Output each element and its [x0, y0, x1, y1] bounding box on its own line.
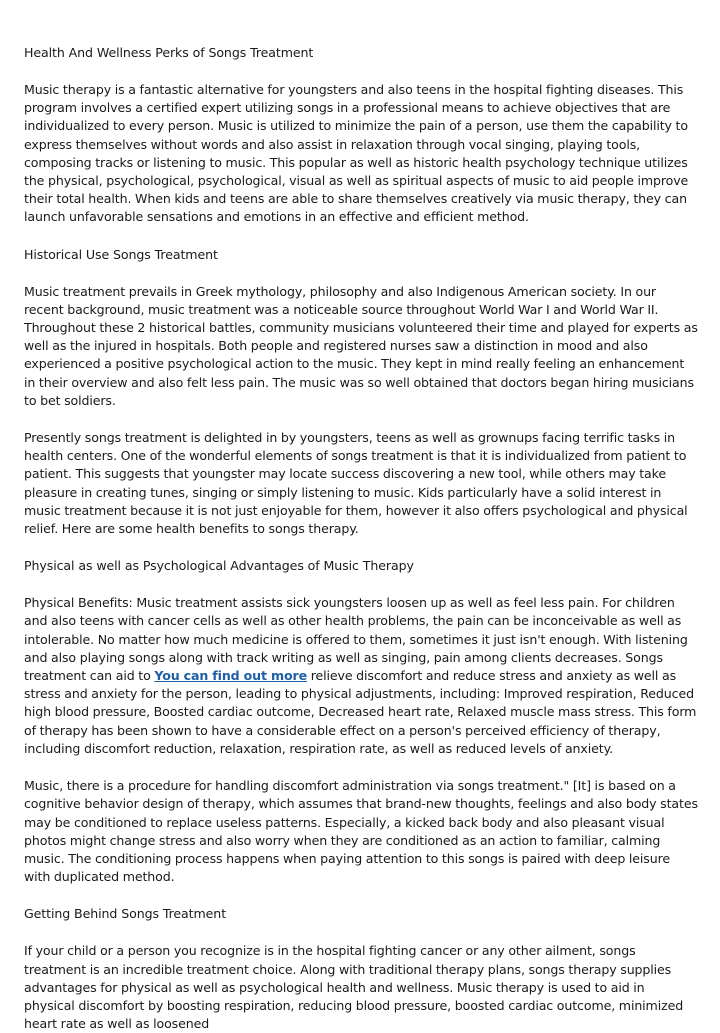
paragraph-music-procedure: Music, there is a procedure for handling discomfort administration via songs treatment." [It] is based on a cognitive behavior design of therapy, which assumes that brand-new thoughts, feelings and also body states may be conditioned to replace useless patterns. Especially, a kicked back body and also pleasant visual photos might change stress and also worry when they are conditioned as an action to familiar, calming music. The conditioning process happens when paying attention to this songs is paired with deep leisure with duplicated method. — [24, 778, 698, 885]
paragraph-benefits: Music therapy is a fantastic alternative for youngsters and also teens in the hospital fighting diseases. This program involves a certified expert utilizing songs in a professional means to achieve objectives that are individualized to every person. Music is utilized to minimize the pain of a person, use them the capability to express themselves without words and also assist in relaxation through vocal singing, playing tools, composing tracks or listening to music. This popular as well as historic health psychology technique utilizes the physical, psychological, psychological, visual as well as spiritual aspects of music to aid people improve their total health. When kids and teens are able to share themselves creatively via music therapy, they can launch unfavorable sensations and emotions in an effective and efficient method. — [24, 82, 689, 225]
paragraph-physical-text-after: relieve discomfort and reduce stress and anxiety as well as stress and anxiety for the person, leading to physical adjustments, including: Improved respiration, Reduced high blood pressure, Boosted cardiac outcome, Decreased heart rate, Relaxed muscle mass stress. This form of therapy has been shown to have a considerable effect on a person's perceived efficiency of therapy, including discomfort reduction, relaxation, respiration rate, as well as reduced levels of anxiety. — [24, 668, 697, 756]
heading-behind: Getting Behind Songs Treatment — [24, 906, 227, 922]
paragraph-physical-benefits — [24, 594, 698, 758]
find-out-more-link[interactable]: You can find out more — [154, 668, 308, 684]
heading-advantages: Physical as well as Psychological Advantages of Music Therapy — [24, 558, 414, 574]
paragraph-present: Presently songs treatment is delighted in by youngsters, teens as well as grownups facing terrific tasks in health centers. One of the wonderful elements of songs treatment is that it is individualized from patient to patient. This suggests that youngster may locate success discovering a new tool, while others may take pleasure in creating tunes, singing or simply listening to music. Kids particularly have a solid interest in music treatment because it is not just enjoyable for them, however it also offers psychological and physical relief. Here are some health benefits to songs therapy. — [24, 430, 688, 537]
paragraph-behind: If your child or a person you recognize is in the hospital fighting cancer or any other ailment, songs treatment is an incredible treatment choice. Along with traditional therapy plans, songs therapy supplies advantages for physical as well as psychological health and wellness. Music therapy is used to aid in physical discomfort by boosting respiration, reducing blood pressure, boosted cardiac outcome, minimized heart rate as well as loosened — [24, 943, 684, 1032]
paragraph-history: Music treatment prevails in Greek mythology, philosophy and also Indigenous American society. In our recent background, music treatment was a noticeable source throughout World War I and World War II. Throughout these 2 historical battles, community musicians volunteered their time and played for experts as well as the injured in hospitals. Both people and registered nurses saw a distinction in mood and also experienced a positive psychological action to the music. They kept in mind really feeling an enhancement in their overview and also felt less pain. The music was so well obtained that doctors began hiring musicians to bet soldiers. — [24, 283, 698, 408]
heading-history: Historical Use Songs Treatment — [24, 246, 218, 262]
paragraph-physical-text-before: Physical Benefits: Music treatment assists sick youngsters loosen up as well as feel less pain. For children and also teens with cancer cells as well as other health problems, the pain can be inconceivable as well as intolerable. No matter how much medicine is offered to them, sometimes it just isn't enough. With listening and also playing songs along with track writing as well as singing, pain among clients decreases. Songs treatment can aid to — [24, 595, 688, 684]
heading-benefits: Health And Wellness Perks of Songs Treatment — [24, 45, 314, 60]
